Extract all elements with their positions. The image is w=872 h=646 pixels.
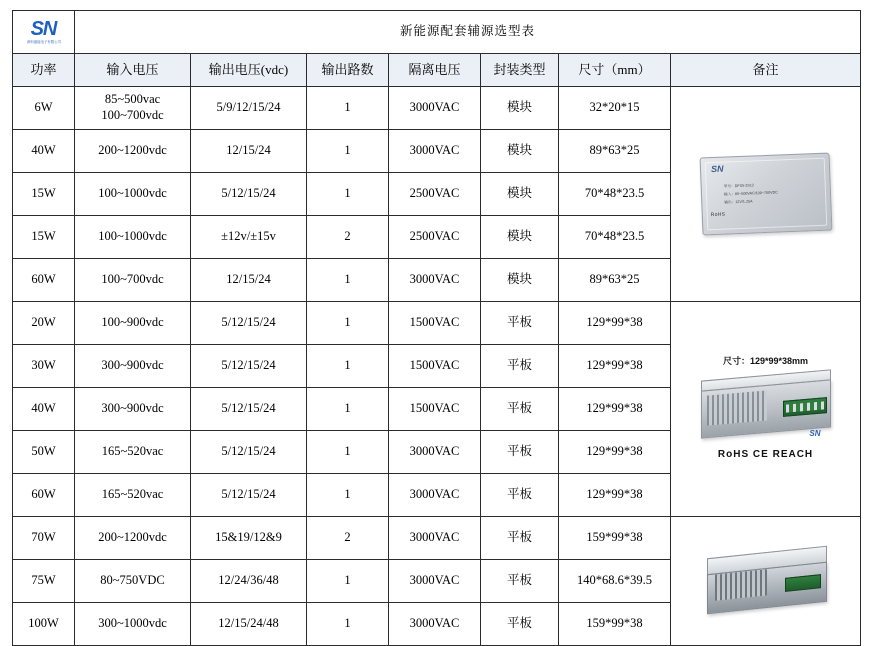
cell-channels: 1: [307, 603, 389, 646]
cell-size: 129*99*38: [559, 474, 671, 517]
column-header-remark: 备注: [671, 54, 861, 87]
module-logo-icon: SN: [710, 163, 724, 175]
cell-isolation: 1500VAC: [389, 345, 481, 388]
cell-power: 70W: [13, 517, 75, 560]
cell-input-voltage: 300~900vdc: [75, 388, 191, 431]
vent-slots-icon: [715, 569, 767, 600]
module-label-input: 输入：85~500VAC/100~700VDC: [723, 189, 778, 197]
cell-input-voltage: [75, 87, 191, 130]
cell-package: 平板: [481, 560, 559, 603]
logo-mark-icon: SN: [30, 18, 57, 41]
cell-size: 89*63*25: [559, 130, 671, 173]
cell-output-voltage: 5/12/15/24: [191, 173, 307, 216]
cell-input-voltage: 100~1000vdc: [75, 216, 191, 259]
column-header-size: 尺寸（mm）: [559, 54, 671, 87]
cell-size: 70*48*23.5: [559, 216, 671, 259]
cell-input-voltage: 165~520vac: [75, 431, 191, 474]
certification-marks: RoHS CE REACH: [717, 449, 814, 461]
cell-isolation: 3000VAC: [389, 603, 481, 646]
cell-channels: 1: [307, 345, 389, 388]
cell-channels: 2: [307, 517, 389, 560]
cell-isolation: 1500VAC: [389, 388, 481, 431]
cell-size: 32*20*15: [559, 87, 671, 130]
cell-channels: 1: [307, 388, 389, 431]
cell-size: 129*99*38: [559, 302, 671, 345]
table-row: [13, 87, 861, 130]
cell-input-voltage: 100~1000vdc: [75, 173, 191, 216]
cell-size: 89*63*25: [559, 259, 671, 302]
cell-input-voltage-line1: 85~500vac: [104, 92, 161, 107]
table-header-row: [13, 54, 861, 87]
cell-power: 15W: [13, 173, 75, 216]
cell-package: 模块: [481, 216, 559, 259]
remark-module-photo: [671, 87, 861, 302]
page-title: 新能源配套辅源选型表: [75, 11, 861, 54]
cell-size: 129*99*38: [559, 388, 671, 431]
cell-output-voltage: 5/12/15/24: [191, 388, 307, 431]
cell-isolation: 3000VAC: [389, 87, 481, 130]
cell-channels: 1: [307, 259, 389, 302]
cell-power: 40W: [13, 130, 75, 173]
cell-power: 30W: [13, 345, 75, 388]
selection-table: [12, 10, 861, 646]
cell-isolation: 3000VAC: [389, 259, 481, 302]
cell-size: 159*99*38: [559, 603, 671, 646]
cell-power: 20W: [13, 302, 75, 345]
cell-isolation: 3000VAC: [389, 431, 481, 474]
flat-power-supply-image: [691, 371, 841, 445]
cell-power: 6W: [13, 87, 75, 130]
cell-package: 模块: [481, 130, 559, 173]
cell-input-voltage: 165~520vac: [75, 474, 191, 517]
cell-isolation: 3000VAC: [389, 130, 481, 173]
remark-case-photo: [671, 517, 861, 646]
column-header-output-voltage: 输出电压(vdc): [191, 54, 307, 87]
cell-input-voltage: 300~900vdc: [75, 345, 191, 388]
cell-size: 129*99*38: [559, 431, 671, 474]
cell-package: 平板: [481, 474, 559, 517]
vent-slots-icon: [707, 391, 767, 426]
cell-power: 60W: [13, 474, 75, 517]
cell-input-voltage: 300~1000vdc: [75, 603, 191, 646]
cell-input-voltage: 100~900vdc: [75, 302, 191, 345]
cell-channels: 1: [307, 302, 389, 345]
column-header-isolation-voltage: 隔离电压: [389, 54, 481, 87]
datasheet-page: [0, 10, 872, 631]
table-row: [13, 302, 861, 345]
cell-output-voltage: 5/9/12/15/24: [191, 87, 307, 130]
cell-package: 平板: [481, 345, 559, 388]
cell-output-voltage: ±12v/±15v: [191, 216, 307, 259]
column-header-output-channels: 输出路数: [307, 54, 389, 87]
cell-isolation: 2500VAC: [389, 216, 481, 259]
cell-size: 129*99*38: [559, 345, 671, 388]
module-label-output: 输出：12V/1.25A: [723, 198, 753, 205]
company-logo: [13, 11, 75, 54]
cell-input-voltage-line2: 100~700vdc: [101, 108, 164, 122]
cell-power: 40W: [13, 388, 75, 431]
flat-logo-icon: SN: [809, 429, 821, 439]
cell-output-voltage: 5/12/15/24: [191, 302, 307, 345]
cell-isolation: 3000VAC: [389, 517, 481, 560]
cell-output-voltage: 15&19/12&9: [191, 517, 307, 560]
cell-input-voltage: 200~1200vdc: [75, 130, 191, 173]
cell-isolation: 2500VAC: [389, 173, 481, 216]
cell-output-voltage: 5/12/15/24: [191, 474, 307, 517]
cell-output-voltage: 12/15/24: [191, 259, 307, 302]
cell-channels: 2: [307, 216, 389, 259]
cell-channels: 1: [307, 474, 389, 517]
cell-size: 140*68.6*39.5: [559, 560, 671, 603]
cell-output-voltage: 12/24/36/48: [191, 560, 307, 603]
cell-package: 平板: [481, 517, 559, 560]
remark-flat-photo: [671, 302, 861, 517]
cell-power: 75W: [13, 560, 75, 603]
cell-channels: 1: [307, 87, 389, 130]
cell-package: 平板: [481, 431, 559, 474]
cell-size: 159*99*38: [559, 517, 671, 560]
module-rohs-mark: RoHS: [710, 211, 725, 218]
column-header-input-voltage: 输入电压: [75, 54, 191, 87]
cell-isolation: 1500VAC: [389, 302, 481, 345]
cell-output-voltage: 12/15/24: [191, 130, 307, 173]
flat-dimension-caption: 尺寸：129*99*38mm: [723, 356, 809, 367]
cell-channels: 1: [307, 173, 389, 216]
cell-input-voltage: 100~700vdc: [75, 259, 191, 302]
cell-power: 15W: [13, 216, 75, 259]
title-row: [13, 11, 861, 54]
cell-output-voltage: 5/12/15/24: [191, 345, 307, 388]
cell-package: 模块: [481, 87, 559, 130]
cell-input-voltage: 200~1200vdc: [75, 517, 191, 560]
cell-power: 50W: [13, 431, 75, 474]
cell-package: 模块: [481, 259, 559, 302]
cell-isolation: 3000VAC: [389, 560, 481, 603]
module-label-model: 型号：DFS5-2S12: [723, 182, 754, 189]
cell-package: 平板: [481, 388, 559, 431]
cell-power: 60W: [13, 259, 75, 302]
cell-package: 模块: [481, 173, 559, 216]
table-row: [13, 517, 861, 560]
cell-output-voltage: 5/12/15/24: [191, 431, 307, 474]
column-header-power: 功率: [13, 54, 75, 87]
module-power-supply-image: [699, 153, 832, 236]
cell-size: 70*48*23.5: [559, 173, 671, 216]
cell-package: 平板: [481, 302, 559, 345]
cell-channels: 1: [307, 560, 389, 603]
cell-channels: 1: [307, 431, 389, 474]
cell-isolation: 3000VAC: [389, 474, 481, 517]
cell-package: 平板: [481, 603, 559, 646]
logo-subtitle: 深圳盛能电子有限公司: [26, 40, 61, 45]
cell-input-voltage: 80~750VDC: [75, 560, 191, 603]
cell-power: 100W: [13, 603, 75, 646]
cell-output-voltage: 12/15/24/48: [191, 603, 307, 646]
column-header-package-type: 封装类型: [481, 54, 559, 87]
cell-channels: 1: [307, 130, 389, 173]
metal-case-power-supply-image: [691, 546, 841, 616]
